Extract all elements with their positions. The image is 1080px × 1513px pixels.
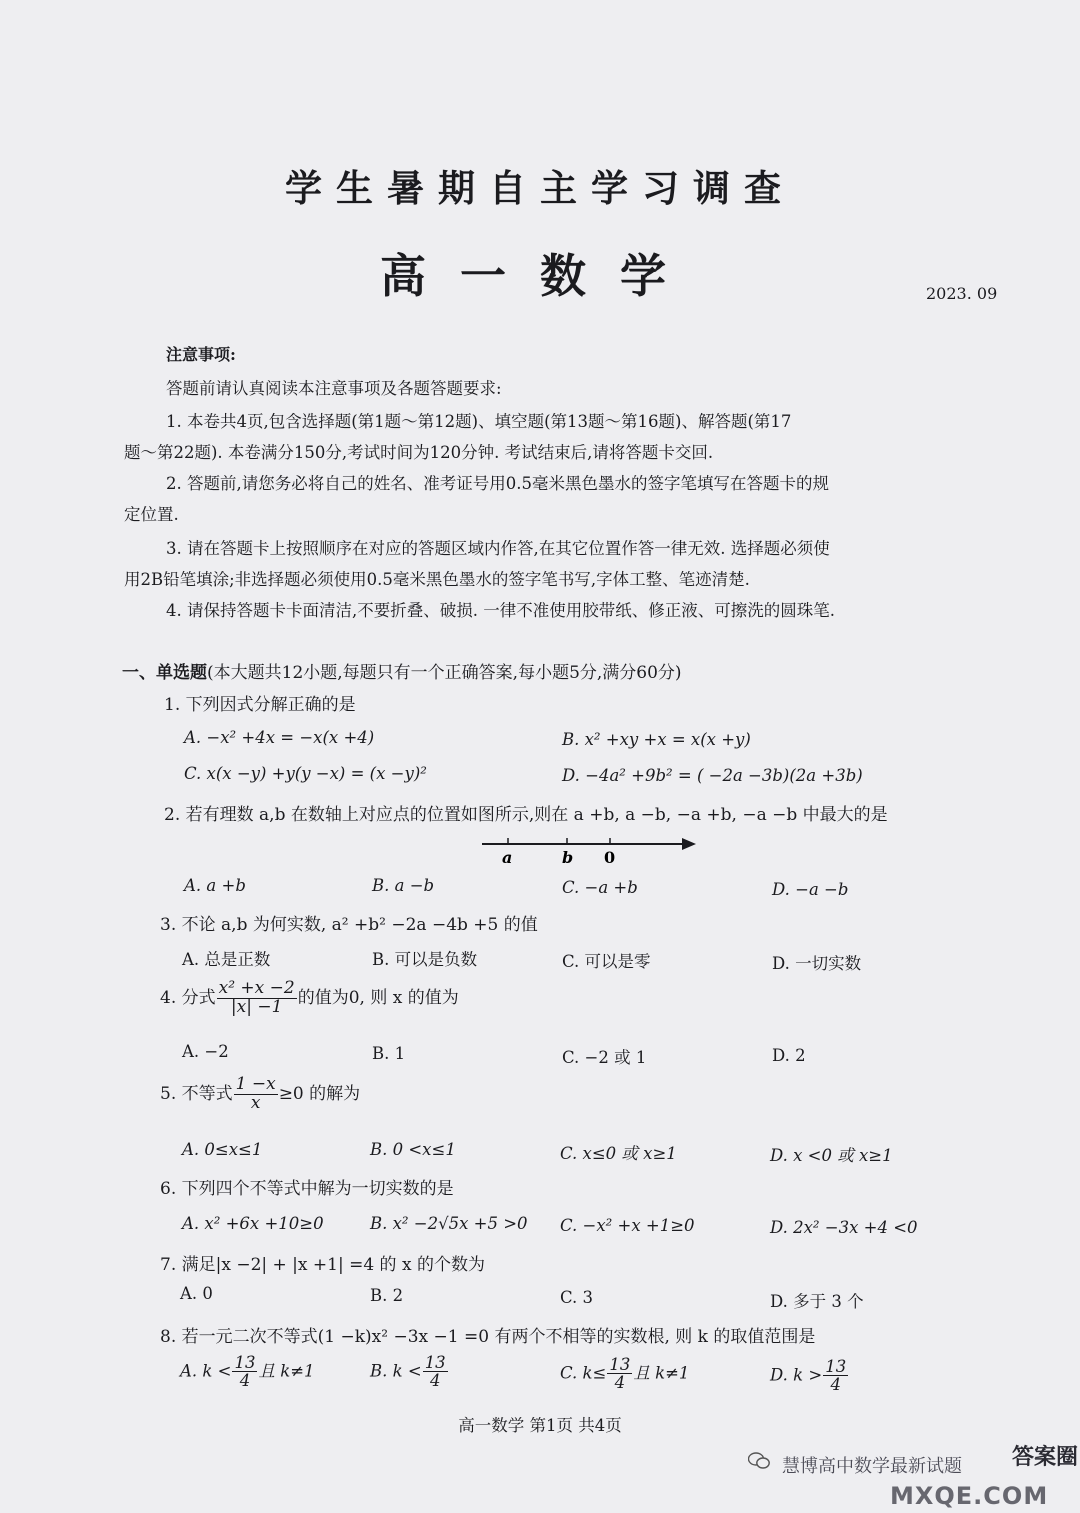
q5-option-b: B. 0 <x≤1: [370, 1140, 456, 1159]
q8-option-c-pre: C. k≤: [560, 1363, 607, 1383]
axis-label-a: a: [502, 848, 513, 867]
q8-option-d-numerator: 13: [825, 1357, 847, 1376]
q3-stem: 3. 不论 a,b 为何实数, a² +b² −2a −4b +5 的值: [160, 915, 538, 935]
q4-stem: [160, 980, 459, 1017]
q1-option-d: D. −4a² +9b² = ( −2a −3b)(2a +3b): [562, 766, 863, 785]
axis-label-b: b: [562, 848, 574, 867]
q4-fraction: [217, 980, 297, 1017]
q8-option-d-denominator: 4: [830, 1375, 841, 1395]
q8-stem: 8. 若一元二次不等式(1 −k)x² −3x −1 =0 有两个不相等的实数根, 则 k 的取值范围是: [160, 1327, 816, 1347]
number-line-arrow: [682, 838, 696, 850]
q4-fraction-denominator: |x| −1: [230, 996, 283, 1017]
q3-option-b: B. 可以是负数: [372, 950, 478, 969]
q2-stem: 2. 若有理数 a,b 在数轴上对应点的位置如图所示,则在 a +b, a −b, −a +b, −a −b 中最大的是: [164, 805, 888, 825]
q5-stem: [160, 1076, 360, 1113]
q8-option-c: [560, 1356, 689, 1392]
q3-option-d: D. 一切实数: [772, 954, 862, 973]
q7-option-b: B. 2: [370, 1286, 404, 1305]
q8-option-b: [370, 1354, 449, 1390]
notice-item-3b: 用2B铅笔填涂;非选择题必须使用0.5毫米黑色墨水的签字笔书写,字体工整、笔迹清楚.: [124, 570, 750, 589]
q8-option-b-denominator: 4: [429, 1371, 441, 1391]
q8-option-b-pre: B. k <: [370, 1361, 422, 1381]
q5-fraction-numerator: 1 −x: [235, 1074, 276, 1094]
q1-option-c: C. x(x −y) +y(y −x) = (x −y)²: [184, 764, 427, 783]
notice-item-1b: 题～第22题). 本卷满分150分,考试时间为120分钟. 考试结束后,请将答题卡交回.: [124, 443, 714, 462]
q2-option-d: D. −a −b: [772, 880, 849, 899]
q4-option-c: C. −2 或 1: [562, 1048, 647, 1067]
notice-item-2a: 2. 答题前,请您务必将自己的姓名、准考证号用0.5毫米黑色墨水的签字笔填写在答题卡的规: [166, 474, 829, 493]
q5-fraction-denominator: x: [250, 1092, 261, 1113]
notice-item-4: 4. 请保持答题卡卡面清洁,不要折叠、破损. 一律不准使用胶带纸、修正液、可擦洗的圆珠笔.: [166, 601, 835, 620]
notice-item-1a: 1. 本卷共4页,包含选择题(第1题～第12题)、填空题(第13题～第16题)、解答题(第17: [166, 412, 792, 431]
q2-option-a: A. a +b: [184, 876, 246, 895]
q6-stem: 6. 下列四个不等式中解为一切实数的是: [160, 1179, 454, 1199]
q1-option-a: A. −x² +4x = −x(x +4): [184, 728, 375, 747]
q5-stem-pre: 5. 不等式: [160, 1083, 233, 1104]
q7-option-a: A. 0: [180, 1284, 213, 1303]
q6-option-c: C. −x² +x +1≥0: [560, 1216, 695, 1235]
notice-heading: 注意事项:: [166, 345, 236, 364]
page-footer: 高一数学 第1页 共4页: [458, 1416, 622, 1435]
exam-title: 学生暑期自主学习调查: [285, 166, 795, 210]
q8-option-a: [180, 1354, 315, 1390]
q4-option-d: D. 2: [772, 1046, 806, 1065]
watermark-account: 慧博高中数学最新试题: [782, 1456, 962, 1477]
q8-option-b-fraction: [423, 1354, 448, 1390]
q8-option-d-pre: D. k >: [770, 1365, 823, 1385]
q2-option-c: C. −a +b: [562, 878, 638, 897]
q5-stem-post: ≥0 的解为: [278, 1083, 361, 1104]
q8-option-b-numerator: 13: [424, 1353, 446, 1372]
notice-item-2b: 定位置.: [124, 505, 179, 524]
q4-stem-post: 的值为0, 则 x 的值为: [297, 987, 459, 1008]
notice-item-3a: 3. 请在答题卡上按照顺序在对应的答题区域内作答,在其它位置作答一律无效. 选择题必须使: [166, 539, 830, 558]
q4-stem-pre: 4. 分式: [160, 987, 216, 1008]
q4-option-b: B. 1: [372, 1044, 406, 1063]
number-line-figure: [478, 832, 703, 868]
q6-option-d: D. 2x² −3x +4 <0: [770, 1218, 918, 1237]
q8-option-a-numerator: 13: [234, 1353, 256, 1372]
q8-option-a-denominator: 4: [239, 1371, 251, 1391]
q2-option-b: B. a −b: [372, 876, 435, 895]
q5-option-c: C. x≤0 或 x≥1: [560, 1144, 677, 1163]
q8-option-c-fraction: [607, 1356, 632, 1392]
q8-option-d: [770, 1358, 849, 1394]
q6-option-b: B. x² −2√5x +5 >0: [370, 1214, 528, 1233]
q1-option-b: B. x² +xy +x = x(x +y): [562, 730, 751, 749]
q3-option-a: A. 总是正数: [182, 950, 271, 969]
axis-label-0: 0: [604, 848, 616, 867]
section-heading: [122, 658, 682, 683]
q4-option-a: A. −2: [182, 1042, 229, 1061]
q8-option-a-pre: A. k <: [180, 1361, 232, 1381]
q4-fraction-numerator: x² +x −2: [218, 978, 295, 998]
exam-date: 2023. 09: [926, 284, 998, 303]
watermark-url: MXQE.COM: [890, 1482, 1049, 1510]
section-label: 一、单选题: [122, 663, 207, 683]
notice-intro: 答题前请认真阅读本注意事项及各题答题要求:: [166, 379, 502, 398]
q5-option-d: D. x <0 或 x≥1: [770, 1146, 893, 1165]
q5-fraction: [234, 1076, 278, 1113]
q1-stem: 1. 下列因式分解正确的是: [164, 695, 356, 715]
q7-stem: 7. 满足|x −2| + |x +1| =4 的 x 的个数为: [160, 1255, 485, 1275]
q8-option-c-denominator: 4: [614, 1373, 626, 1393]
section-desc: (本大题共12小题,每题只有一个正确答案,每小题5分,满分60分): [207, 663, 682, 683]
q8-option-c-post: 且 k≠1: [633, 1363, 690, 1383]
q6-option-a: A. x² +6x +10≥0: [182, 1214, 324, 1233]
q8-option-a-post: 且 k≠1: [258, 1361, 315, 1381]
q3-option-c: C. 可以是零: [562, 952, 651, 971]
wechat-icon: [748, 1452, 770, 1470]
subject-title: 高一数学: [380, 249, 700, 303]
q8-option-a-fraction: [232, 1354, 257, 1390]
q8-option-c-numerator: 13: [609, 1355, 631, 1374]
q5-option-a: A. 0≤x≤1: [182, 1140, 263, 1159]
q8-option-d-fraction: [823, 1358, 848, 1394]
q7-option-c: C. 3: [560, 1288, 594, 1307]
q7-option-d: D. 多于 3 个: [770, 1292, 864, 1311]
watermark-logo: 答案圈: [1012, 1445, 1079, 1470]
